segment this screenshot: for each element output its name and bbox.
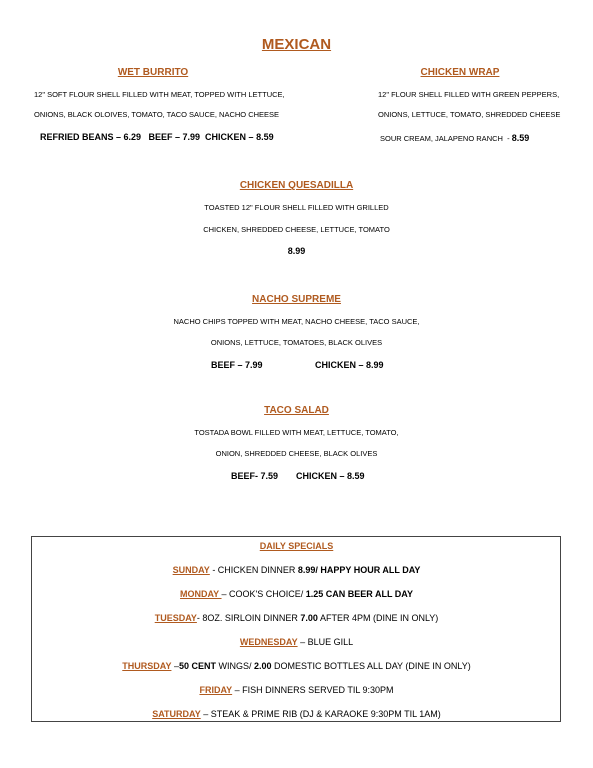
chicken-quesadilla-heading: CHICKEN QUESADILLA xyxy=(239,180,354,191)
taco-salad-price-beef: BEEF- 7.59 xyxy=(231,471,279,481)
special-saturday-day: SATURDAY xyxy=(152,709,201,719)
wet-burrito-heading: WET BURRITO xyxy=(117,67,189,78)
special-saturday-text: – STEAK & PRIME RIB (DJ & KARAOKE 9:30PM TIL 1AM) xyxy=(200,709,441,719)
taco-salad-desc-1: TOSTADA BOWL FILLED WITH MEAT, LETTUCE, TOMATO, xyxy=(194,428,399,437)
special-thursday-day: THURSDAY xyxy=(122,661,172,671)
nacho-supreme-price-chicken: CHICKEN – 8.99 xyxy=(315,360,384,370)
special-saturday xyxy=(0,709,593,719)
special-thursday-text-3: DOMESTIC BOTTLES ALL DAY (DINE IN ONLY) xyxy=(271,661,471,671)
nacho-supreme-desc-2: ONIONS, LETTUCE, TOMATOES, BLACK OLIVES xyxy=(210,338,383,347)
special-sunday-text: - CHICKEN DINNER xyxy=(209,565,298,575)
special-tuesday-day: TUESDAY xyxy=(154,613,197,623)
special-thursday-bold-2: 2.00 xyxy=(253,661,272,671)
taco-salad-price-chicken: CHICKEN – 8.59 xyxy=(296,471,365,481)
nacho-supreme-heading: NACHO SUPREME xyxy=(252,294,341,305)
chicken-wrap-desc-2: ONIONS, LETTUCE, TOMATO, SHREDDED CHEESE xyxy=(378,110,561,119)
special-sunday-day: SUNDAY xyxy=(172,565,210,575)
wet-burrito-price: REFRIED BEANS – 6.29 BEEF – 7.99 CHICKEN – 8.59 xyxy=(40,132,274,142)
special-friday xyxy=(0,685,593,695)
special-tuesday-text-2: AFTER 4PM (DINE IN ONLY) xyxy=(317,613,439,623)
chicken-quesadilla-desc-2: CHICKEN, SHREDDED CHEESE, LETTUCE, TOMATO xyxy=(203,225,390,234)
special-friday-day: FRIDAY xyxy=(199,685,233,695)
special-thursday-text-2: WINGS/ xyxy=(215,661,254,671)
chicken-quesadilla-price: 8.99 xyxy=(287,246,306,256)
nacho-supreme-price-beef: BEEF – 7.99 xyxy=(211,360,263,370)
chicken-wrap-heading: CHICKEN WRAP xyxy=(420,67,500,78)
chicken-wrap-desc-3-text: SOUR CREAM, JALAPENO RANCH - xyxy=(380,134,510,143)
daily-specials-title: DAILY SPECIALS xyxy=(259,541,334,551)
special-wednesday-text: – BLUE GILL xyxy=(297,637,354,647)
wet-burrito-desc-2: ONIONS, BLACK OLOIVES, TOMATO, TACO SAUCE, NACHO CHEESE xyxy=(34,110,280,119)
chicken-wrap-price: 8.59 xyxy=(511,133,530,143)
special-monday-day: MONDAY xyxy=(180,589,222,599)
special-sunday-bold: 8.99/ HAPPY HOUR ALL DAY xyxy=(297,565,421,575)
special-sunday xyxy=(0,565,593,575)
special-wednesday xyxy=(0,637,593,647)
special-thursday-text: – xyxy=(171,661,179,671)
chicken-quesadilla-desc-1: TOASTED 12" FLOUR SHELL FILLED WITH GRILLED xyxy=(204,203,389,212)
menu-title: MEXICAN xyxy=(261,36,332,53)
special-thursday xyxy=(0,661,593,671)
chicken-wrap-desc-1: 12" FLOUR SHELL FILLED WITH GREEN PEPPERS, xyxy=(378,90,560,99)
special-monday xyxy=(0,589,593,599)
nacho-supreme-desc-1: NACHO CHIPS TOPPED WITH MEAT, NACHO CHEESE, TACO SAUCE, xyxy=(173,317,420,326)
special-tuesday-text: - 8OZ. SIRLOIN DINNER xyxy=(196,613,301,623)
special-monday-text: – COOK'S CHOICE/ xyxy=(221,589,306,599)
special-wednesday-day: WEDNESDAY xyxy=(239,637,298,647)
special-friday-text: – FISH DINNERS SERVED TIL 9:30PM xyxy=(232,685,394,695)
daily-specials-heading xyxy=(0,541,593,551)
special-thursday-bold: 50 CENT xyxy=(178,661,216,671)
taco-salad-heading: TACO SALAD xyxy=(264,405,329,416)
special-monday-bold: 1.25 CAN BEER ALL DAY xyxy=(305,589,413,599)
special-tuesday xyxy=(0,613,593,623)
chicken-wrap-desc-3 xyxy=(380,133,529,143)
taco-salad-desc-2: ONION, SHREDDED CHEESE, BLACK OLIVES xyxy=(215,449,378,458)
wet-burrito-desc-1: 12" SOFT FLOUR SHELL FILLED WITH MEAT, TOPPED WITH LETTUCE, xyxy=(34,90,285,99)
special-tuesday-bold: 7.00 xyxy=(300,613,318,623)
